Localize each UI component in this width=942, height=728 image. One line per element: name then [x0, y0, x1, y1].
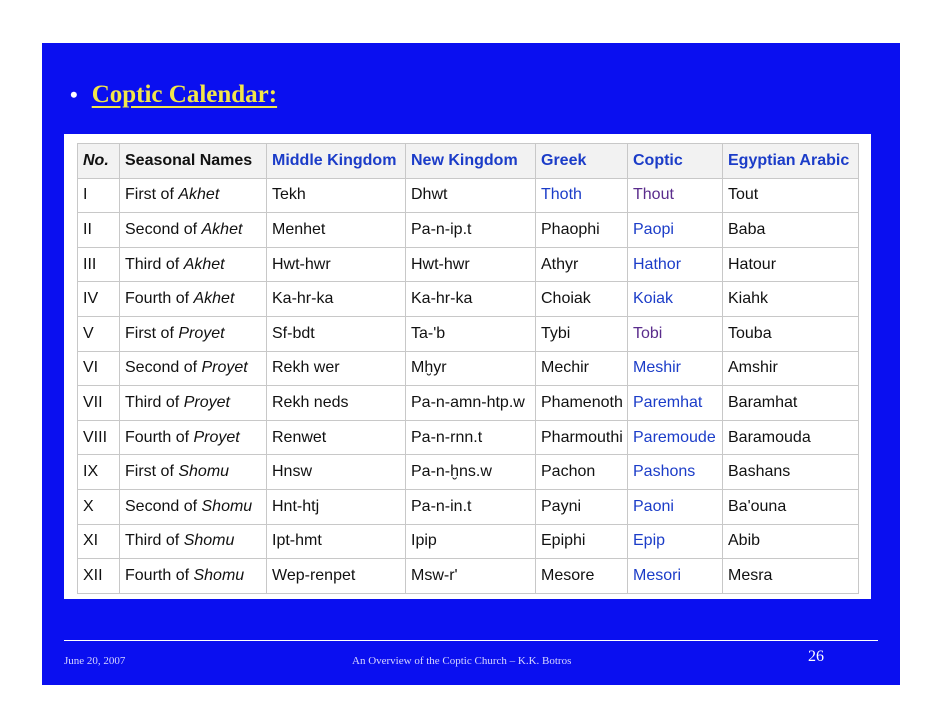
season-name: Proyet	[183, 393, 230, 411]
cell-egyptian-arabic: Bashans	[723, 455, 859, 490]
cell-egyptian-arabic: Kiahk	[723, 282, 859, 317]
cell-coptic[interactable]: Mesori	[628, 559, 723, 594]
season-prefix: Fourth of	[125, 566, 194, 584]
table-row	[78, 455, 859, 490]
cell-middle-kingdom: Hnsw	[267, 455, 406, 490]
cell-seasonal-name	[120, 489, 267, 524]
cell-coptic[interactable]: Koiak	[628, 282, 723, 317]
season-name: Proyet	[193, 428, 240, 446]
cell-no: XII	[78, 559, 120, 594]
cell-coptic[interactable]: Paremhat	[628, 386, 723, 421]
season-prefix: Fourth of	[125, 290, 194, 308]
cell-coptic[interactable]: Tobi	[628, 316, 723, 351]
footer-title: An Overview of the Coptic Church – K.K. Botros	[352, 655, 572, 667]
cell-seasonal-name	[120, 420, 267, 455]
table-panel	[64, 134, 871, 599]
cell-greek: Pachon	[536, 455, 628, 490]
table-row	[78, 559, 859, 594]
season-prefix: First of	[125, 186, 179, 204]
cell-new-kingdom: Mḫyr	[406, 351, 536, 386]
season-name: Akhet	[201, 220, 243, 238]
cell-greek[interactable]: Thoth	[536, 178, 628, 213]
cell-new-kingdom: Pa-n-ip.t	[406, 213, 536, 248]
cell-coptic[interactable]: Paremoude	[628, 420, 723, 455]
cell-greek: Tybi	[536, 316, 628, 351]
header-no: No.	[78, 144, 120, 179]
season-name: Shomu	[201, 497, 253, 515]
cell-coptic[interactable]: Epip	[628, 524, 723, 559]
cell-no: XI	[78, 524, 120, 559]
cell-new-kingdom: Hwt-hwr	[406, 247, 536, 282]
table-row	[78, 489, 859, 524]
cell-middle-kingdom: Menhet	[267, 213, 406, 248]
season-name: Shomu	[183, 532, 235, 550]
season-name: Akhet	[178, 186, 220, 204]
season-prefix: Second of	[125, 497, 202, 515]
season-prefix: First of	[125, 324, 179, 342]
table-row	[78, 213, 859, 248]
slide	[42, 43, 900, 685]
cell-seasonal-name	[120, 524, 267, 559]
season-name: Akhet	[193, 290, 235, 308]
season-prefix: Second of	[125, 220, 202, 238]
season-name: Shomu	[193, 566, 245, 584]
table-row	[78, 316, 859, 351]
cell-egyptian-arabic: Hatour	[723, 247, 859, 282]
cell-new-kingdom: Pa-n-ḫns.w	[406, 455, 536, 490]
cell-egyptian-arabic: Baramouda	[723, 420, 859, 455]
cell-greek: Phamenoth	[536, 386, 628, 421]
cell-coptic[interactable]: Thout	[628, 178, 723, 213]
cell-no: V	[78, 316, 120, 351]
cell-greek: Mesore	[536, 559, 628, 594]
cell-seasonal-name	[120, 282, 267, 317]
cell-no: IV	[78, 282, 120, 317]
cell-middle-kingdom: Renwet	[267, 420, 406, 455]
calendar-table	[77, 143, 859, 594]
season-name: Akhet	[183, 255, 225, 273]
cell-coptic[interactable]: Pashons	[628, 455, 723, 490]
table-row	[78, 420, 859, 455]
table-row	[78, 247, 859, 282]
cell-egyptian-arabic: Ba'ouna	[723, 489, 859, 524]
cell-no: III	[78, 247, 120, 282]
cell-new-kingdom: Ipip	[406, 524, 536, 559]
cell-seasonal-name	[120, 316, 267, 351]
cell-new-kingdom: Ta-'b	[406, 316, 536, 351]
cell-middle-kingdom: Wep-renpet	[267, 559, 406, 594]
season-prefix: Third of	[125, 255, 184, 273]
slide-title: Coptic Calendar:	[91, 81, 278, 108]
title-line	[70, 81, 277, 109]
footer-date: June 20, 2007	[64, 655, 126, 667]
cell-new-kingdom: Msw-r'	[406, 559, 536, 594]
cell-new-kingdom: Dhwt	[406, 178, 536, 213]
cell-coptic[interactable]: Hathor	[628, 247, 723, 282]
table-row	[78, 351, 859, 386]
cell-no: I	[78, 178, 120, 213]
cell-middle-kingdom: Ipt-hmt	[267, 524, 406, 559]
cell-coptic[interactable]: Paopi	[628, 213, 723, 248]
cell-no: IX	[78, 455, 120, 490]
cell-greek: Epiphi	[536, 524, 628, 559]
header-new-kingdom[interactable]: New Kingdom	[406, 144, 536, 179]
cell-egyptian-arabic: Baramhat	[723, 386, 859, 421]
cell-greek: Athyr	[536, 247, 628, 282]
cell-egyptian-arabic: Baba	[723, 213, 859, 248]
season-name: Proyet	[178, 324, 225, 342]
cell-no: VII	[78, 386, 120, 421]
cell-egyptian-arabic: Amshir	[723, 351, 859, 386]
cell-greek: Mechir	[536, 351, 628, 386]
table-row	[78, 178, 859, 213]
season-prefix: Fourth of	[125, 428, 194, 446]
cell-seasonal-name	[120, 178, 267, 213]
header-seasonal-names: Seasonal Names	[120, 144, 267, 179]
header-coptic[interactable]: Coptic	[628, 144, 723, 179]
cell-egyptian-arabic: Abib	[723, 524, 859, 559]
cell-greek: Phaophi	[536, 213, 628, 248]
season-prefix: Third of	[125, 532, 184, 550]
season-prefix: Third of	[125, 393, 184, 411]
cell-no: VI	[78, 351, 120, 386]
cell-new-kingdom: Pa-n-rnn.t	[406, 420, 536, 455]
table-row	[78, 524, 859, 559]
cell-middle-kingdom: Rekh wer	[267, 351, 406, 386]
header-middle-kingdom[interactable]: Middle Kingdom	[267, 144, 406, 179]
cell-middle-kingdom: Sf-bdt	[267, 316, 406, 351]
header-row	[78, 144, 859, 179]
cell-seasonal-name	[120, 351, 267, 386]
cell-coptic[interactable]: Paoni	[628, 489, 723, 524]
cell-egyptian-arabic: Tout	[723, 178, 859, 213]
cell-new-kingdom: Ka-hr-ka	[406, 282, 536, 317]
page-number: 26	[808, 648, 824, 665]
cell-coptic[interactable]: Meshir	[628, 351, 723, 386]
cell-seasonal-name	[120, 559, 267, 594]
cell-seasonal-name	[120, 455, 267, 490]
cell-middle-kingdom: Ka-hr-ka	[267, 282, 406, 317]
cell-no: X	[78, 489, 120, 524]
cell-egyptian-arabic: Mesra	[723, 559, 859, 594]
header-egyptian-arabic[interactable]: Egyptian Arabic	[723, 144, 859, 179]
season-name: Proyet	[201, 359, 248, 377]
cell-greek: Pharmouthi	[536, 420, 628, 455]
season-prefix: First of	[125, 463, 179, 481]
bullet-icon: •	[70, 82, 78, 107]
cell-middle-kingdom: Hnt-htj	[267, 489, 406, 524]
cell-middle-kingdom: Tekh	[267, 178, 406, 213]
cell-greek: Choiak	[536, 282, 628, 317]
season-prefix: Second of	[125, 359, 202, 377]
cell-seasonal-name	[120, 247, 267, 282]
footer-divider	[64, 640, 878, 641]
table-row	[78, 386, 859, 421]
cell-greek: Payni	[536, 489, 628, 524]
cell-seasonal-name	[120, 213, 267, 248]
cell-new-kingdom: Pa-n-amn-htp.w	[406, 386, 536, 421]
cell-middle-kingdom: Rekh neds	[267, 386, 406, 421]
cell-no: II	[78, 213, 120, 248]
cell-no: VIII	[78, 420, 120, 455]
table-row	[78, 282, 859, 317]
cell-seasonal-name	[120, 386, 267, 421]
cell-middle-kingdom: Hwt-hwr	[267, 247, 406, 282]
cell-new-kingdom: Pa-n-in.t	[406, 489, 536, 524]
header-greek[interactable]: Greek	[536, 144, 628, 179]
cell-egyptian-arabic: Touba	[723, 316, 859, 351]
season-name: Shomu	[178, 463, 230, 481]
table-body	[78, 178, 859, 593]
